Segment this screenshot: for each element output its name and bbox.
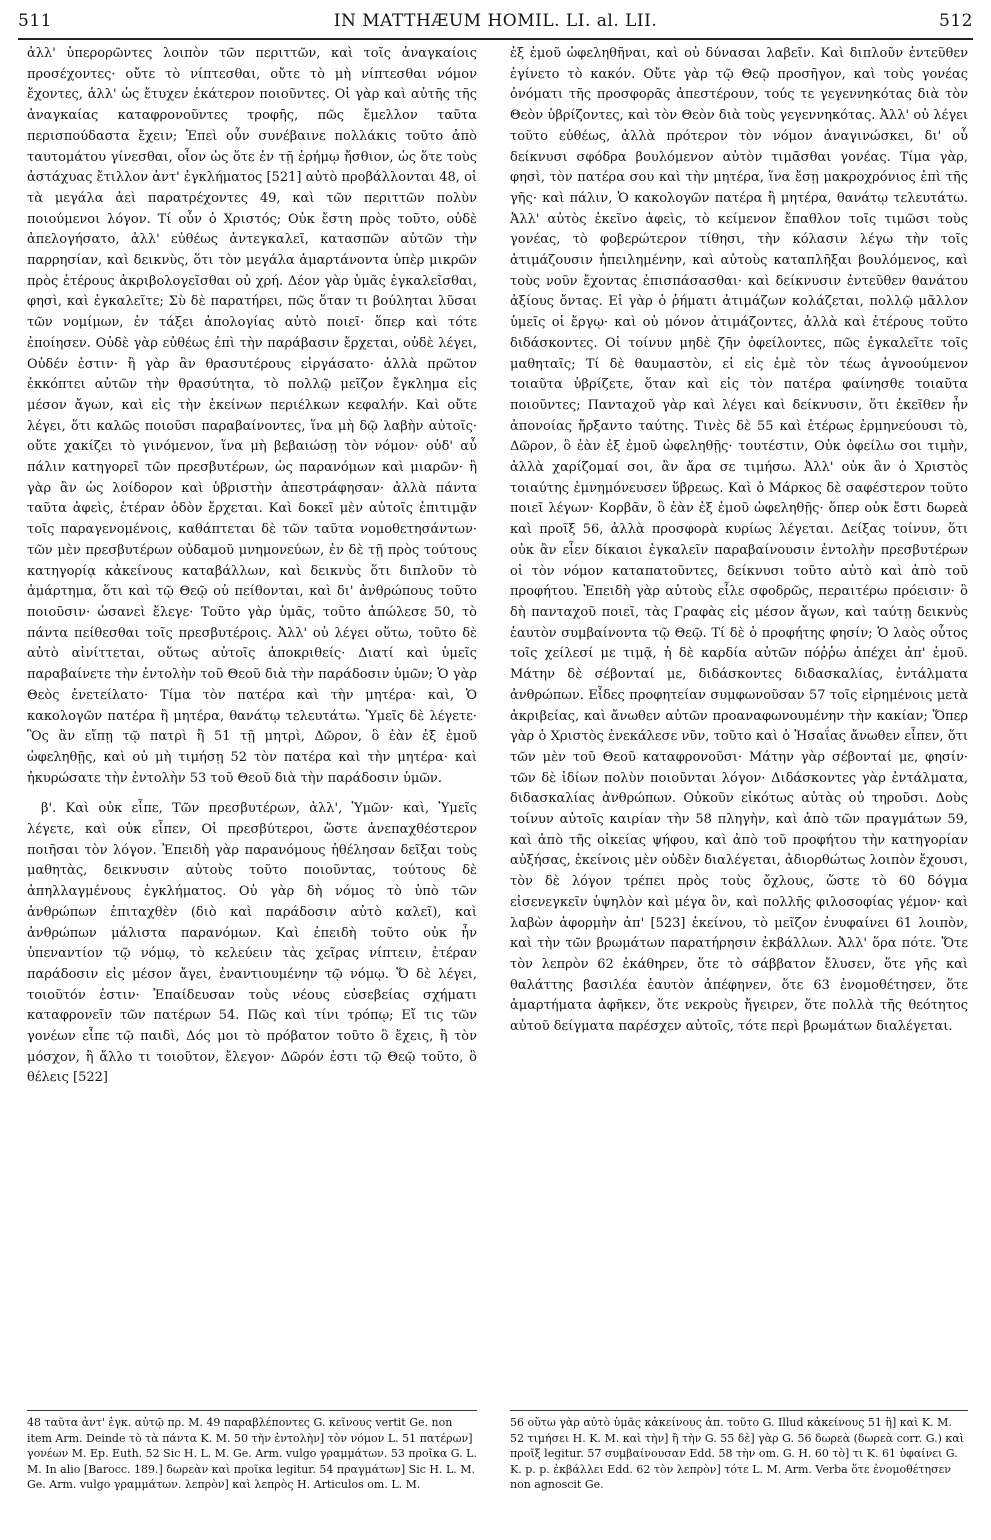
running-header [18,6,973,36]
left-paragraph-2: β'. Καὶ οὐκ εἶπε, Τῶν πρεσβυτέρων, ἀλλ', Ὑμῶν· καὶ, Ὑμεῖς λέγετε, καὶ οὐκ εἶπεν, Οἱ πρεσβύτεροι, ὥστε ἀνεπαχθέστερον ποιῆσαι τὸν λόγον. Ἐπειδὴ γὰρ παρανόμους ἠθέλησαν δεῖξαι τοὺς μαθητὰς, δεικνυσιν αὐτοὺς τοῦτο ποιοῦντας, τούτους δὲ ἀπηλλαγμένους ἐγκλήματος. Οὐ γὰρ δὴ νόμος τὸ ὑπὸ τῶν ἀνθρώπων ἐπιταχθὲν (διὸ καὶ παράδοσιν αὐτὸ καλεῖ), καὶ ἀνθρώπων μάλιστα παρανόμων. Καὶ ἐπειδὴ τοῦτο οὐκ ἦν ὑπεναντίον τῷ νόμῳ, τὸ κελεύειν τὰς χεῖρας νίπτειν, ἑτέραν παράδοσιν εἰς μέσον ἄγει, ἐναντιουμένην τῷ νόμῳ. Ὅ δὲ λέγει, τοιοῦτόν ἐστιν· Ἐπαίδευσαν τοὺς νέους εὐσεβείας σχήματι καταφρονεῖν τῶν πατέρων 54. Πῶς καὶ τίνι τρόπῳ; Εἴ τις τῶν γονέων εἶπε τῷ παιδὶ, Δός μοι τὸ πρόβατον τοῦτο ὃ ἔχεις, ἢ τὸν μόσχον, ἢ ἄλλο τι τοιοῦτον, ἔλεγον· Δῶρόν ἐστι τῷ Θεῷ τοῦτο, ὃ θέλεις [522] [27,801,477,1086]
left-paragraph-1: ἀλλ' ὑπερορῶντες λοιπὸν τῶν περιττῶν, καὶ τοῖς ἀναγκαίοις προσέχοντες· οὔτε τὸ νίπτεσθαι, οὔτε τὸ μὴ νίπτεσθαι νόμον ἔχοντες, ἀλλ' ὡς ἔτυχεν ἑκάτερον ποιοῦντες. Οἱ γὰρ καὶ αὐτῆς τῆς ἀναγκαίας καταφρονοῦντες τροφῆς, πῶς ἔμελλον ταῦτα περισπούδαστα ἔχειν; Ἐπεὶ οὖν συνέβαινε πολλάκις τοῦτο ἀπὸ ταυτομάτου γίνεσθαι, οἷον ὡς ὅτε ἐν τῇ ἐρήμῳ ἤσθιον, ὡς ὅτε τοὺς ἀστάχυας ἔτιλλον ἀντ' ἐγκλήματος [521] αὐτὸ προβάλλονται 48, οἱ τὰ μεγάλα ἀεὶ παρατρέχοντες 49, καὶ τῶν περιττῶν πολὺν ποιούμενοι λόγον. Τί οὖν ὁ Χριστός; Οὐκ ἔστη πρὸς τοῦτο, οὐδὲ ἀπελογήσατο, ἀλλ' εὐθέως ἀντεγκαλεῖ, κατασπῶν αὐτῶν τὴν παρρησίαν, καὶ δεικνὺς, ὅτι τὸν μεγάλα ἁμαρτάνοντα ὑπὲρ μικρῶν πρὸς ἑτέρους ἀκριβολογεῖσθαι οὐ χρή. Δέον γὰρ ὑμᾶς ἐγκαλεῖσθαι, φησὶ, καὶ ἐγκαλεῖτε; Σὺ δὲ παρατήρει, πῶς ὅταν τι βούληται λῦσαι τῶν νομίμων, ἐν τάξει ἀπολογίας αὐτὸ ποιεῖ· ὅπερ καὶ τότε ἐποίησεν. Οὐδὲ γὰρ εὐθέως ἐπὶ τὴν παράβασιν ἔρχεται, οὐδὲ λέγει, Οὐδέν ἐστιν· ἢ γὰρ ἂν θρασυτέρους εἰργάσατο· ἀλλὰ πρῶτον ἐκκόπτει αὐτῶν τὴν θρασύτητα, τὸ πολλῷ μεῖζον ἔγκλημα εἰς μέσον ἄγων, καὶ εἰς τὴν ἐκείνων περιέλκων κεφαλήν. Καὶ οὔτε λέγει, ὅτι καλῶς ποιοῦσι παραβαίνοντες, ἵνα μὴ δῷ λαβὴν αὐτοῖς· οὔτε χακίζει τὸ γινόμενον, ἵνα μὴ βεβαιώσῃ τὸν νόμον· οὐδ' αὖ πάλιν κατηγορεῖ τῶν πρεσβυτέρων, ὡς παρανόμων καὶ μιαρῶν· ἢ γὰρ ἂν ὡς λοίδορον καὶ ὑβριστὴν ἀπεστράφησαν· ἀλλὰ πάντα ταῦτα ἀφεὶς, ἑτέραν ὁδὸν ἔρχεται. Καὶ δοκεῖ μὲν αὐτοῖς ἐπιτιμᾷν τοῖς παραγενομένοις, καθάπτεται δὲ τῶν ταῦτα νομοθετησάντων· τῶν μὲν πρεσβυτέρων οὐδαμοῦ μνημονεύων, ἐν δὲ τῇ πρὸς τούτους κατηγορίᾳ κἀκείνους καταβάλλων, καὶ δεικνὺς ὅτι διπλοῦν τὸ ἁμάρτημα, ὅτι καὶ τῷ Θεῷ οὐ πείθονται, καὶ δι' ἀνθρώπους τοῦτο ποιοῦσιν· ὡσανεὶ ἔλεγε· Τοῦτο γὰρ ὑμᾶς, τοῦτο ἀπώλεσε 50, τὸ πάντα πείθεσθαι τοῖς πρεσβυτέροις. Ἀλλ' οὐ λέγει οὕτω, τοῦτο δὲ αὐτὸ αἰνίττεται, οὕτως αὐτοῖς ἀποκριθείς· Διατί καὶ ὑμεῖς παραβαίνετε τὴν ἐντολὴν τοῦ Θεοῦ διὰ τὴν παράδοσιν ὑμῶν; Ὁ γὰρ Θεὸς ἐνετείλατο· Τίμα τὸν πατέρα καὶ τὴν μητέρα· καὶ, Ὁ κακολογῶν πατέρα ἢ μητέρα, θανάτῳ τελευτάτω. Ὑμεῖς δὲ λέγετε· Ὃς ἂν εἴπῃ τῷ πατρὶ ἢ 51 τῇ μητρὶ, Δῶρον, ὃ ἐὰν ἐξ ἐμοῦ ὠφεληθῇς, καὶ οὐ μὴ τιμήσῃ 52 τὸν πατέρα καὶ τὴν μητέρα· καὶ ἠκυρώσατε τὴν ἐντολὴν 53 τοῦ Θεοῦ διὰ τὴν παράδοσιν ὑμῶν. [27,46,477,786]
left-column [27,44,477,1089]
footnotes-left: 48 ταῦτα ἀντ' ἐγκ. αὐτῷ πρ. M. 49 παραβλέποντες G. κεῖνους vertit Ge. non item Arm. Deinde τὸ τὰ πάντα K. M. 50 τὴν ἐντολὴν] τὸν νόμον L. 51 πατέρων] γονέων M. Ep. Euth. 52 Sic H. L. M. Ge. Arm. vulgo γραμμάτων. 53 προῖκα G. L. M. In alio [Barocc. 189.] δωρεὰν καὶ προῖκα legitur. 54 πραγμάτων] Sic H. L. M. Ge. Arm. vulgo γραμμάτων. λεπρὸν] καὶ λεπρὸς H. Articulos om. L. M. [27,1416,477,1491]
footnote-rule-left [27,1410,477,1411]
running-title: IN MATTHÆUM HOMIL. LI. al. LII. [333,11,658,31]
right-paragraph-1: ἐξ ἐμοῦ ὠφεληθῆναι, καὶ οὐ δύνασαι λαβεῖν. Καὶ διπλοῦν ἐντεῦθεν ἐγίνετο τὸ κακόν. Οὔτε γὰρ τῷ Θεῷ προσῆγον, καὶ τοὺς γονέας ὀνόματι τῆς προσφορᾶς ἀπεστέρουν, τούς τε γεγεννηκότας διὰ τὸν Θεὸν ὑβρίζοντες, καὶ τὸν Θεὸν διὰ τοὺς γεγεννηκότας. Ἀλλ' οὐ λέγει τοῦτο εὐθέως, ἀλλὰ πρότερον τὸν νόμον ἀναγινώσκει, δι' οὗ δείκνυσι σφόδρα βουλόμενον αὐτὸν τιμᾶσθαι γονέας. Τίμα γὰρ, φησὶ, τὸν πατέρα σου καὶ τὴν μητέρα, ἵνα ἔσῃ μακροχρόνιος ἐπὶ τῆς γῆς· καὶ πάλιν, Ὁ κακολογῶν πατέρα ἢ μητέρα, θανάτῳ τελευτάτω. Ἀλλ' αὐτὸς ἐκεῖνο ἀφεὶς, τὸ κείμενον ἔπαθλον τοῖς τιμῶσι τοὺς γονέας, τὸ φοβερώτερον τίθησι, τὴν κόλασιν λέγω τὴν τοῖς ἀτιμάζουσιν ἠπειλημένην, καὶ αὐτοὺς καταπλῆξαι βουλόμενος, καὶ τοὺς νοῦν ἔχοντας ἐπισπάσασθαι· καὶ δείκνυσιν ἐντεῦθεν θανάτου ἀξίους ὄντας. Εἰ γὰρ ὁ ῥήματι ἀτιμάζων κολάζεται, πολλῷ μᾶλλον ὑμεῖς οἱ ἔργῳ· καὶ οὐ μόνον ἀτιμάζοντες, ἀλλὰ καὶ ἑτέρους τοῦτο διδάσκοντες. Οἱ τοίνυν μηδὲ ζῆν ὀφείλοντες, πῶς ἐγκαλεῖτε τοῖς μαθηταῖς; Τί δὲ θαυμαστὸν, εἰ εἰς ἐμὲ τὸν τέως ἀγνοούμενον τοιαῦτα ὑβρίζετε, ὅταν καὶ εἰς τὸν πατέρα φαίνησθε τοιαῦτα ποιοῦντες; Πανταχοῦ γὰρ καὶ λέγει καὶ δείκνυσιν, ὅτι ἐκεῖθεν ἦν ἀπονοίας ἤρξαντο ταύτης. Τινὲς δὲ 55 καὶ ἑτέρως ἑρμηνεύουσι τὸ, Δῶρον, ὃ ἐὰν ἐξ ἐμοῦ ὠφεληθῇς· τουτέστιν, Οὐκ ὀφείλω σοι τιμὴν, ἀλλὰ χαρίζομαί σοι, ἂν ἄρα σε τιμήσω. Ἀλλ' οὐκ ἂν ὁ Χριστὸς τοιαύτης ἐμνημόνευσεν ὕβρεως. Καὶ ὁ Μάρκος δὲ σαφέστερον τοῦτο ποιεῖ λέγων· Κορβᾶν, ὃ ἐὰν ἐξ ἐμοῦ ὠφεληθῇς· ὅπερ οὐκ ἔστι δωρεὰ καὶ προῖξ 56, ἀλλὰ προσφορὰ κυρίως λέγεται. Δείξας τοίνυν, ὅτι οὐκ ἂν εἶεν δίκαιοι ἐγκαλεῖν παραβαίνουσιν ἐντολὴν πρεσβυτέρων οἱ τὸν νόμον καταπατοῦντες, δείκνυσι τοῦτο αὐτὸ καὶ ἀπὸ τοῦ προφήτου. Ἐπειδὴ γὰρ αὐτοὺς εἷλε σφοδρῶς, περαιτέρω πρόεισιν· ὃ δὴ πανταχοῦ ποιεῖ, τὰς Γραφὰς εἰς μέσον ἄγων, καὶ ταύτῃ δεικνὺς ἑαυτὸν συμβαίνοντα τῷ Θεῷ. Τί δὲ ὁ προφήτης φησίν; Ὁ λαὸς οὗτος τοῖς χείλεσί με τιμᾷ, ἡ δὲ καρδία αὐτῶν πόῤῥω ἀπέχει ἀπ' ἐμοῦ. Μάτην δὲ σέβονταί με, διδάσκοντες διδασκαλίας, ἐντάλματα ἀνθρώπων. Εἶδες προφητείαν συμφωνοῦσαν 57 τοῖς εἰρημένοις μετὰ ἀκριβείας, καὶ ἄνωθεν αὐτῶν προαναφωνουμένην τὴν κακίαν; Ὅπερ γὰρ ὁ Χριστὸς ἐνεκάλεσε νῦν, τοῦτο καὶ ὁ Ἡσαΐας ἄνωθεν εἶπεν, ὅτι τῶν μὲν τοῦ Θεοῦ καταφρονοῦσι· Μάτην γὰρ σέβονταί με, φησίν· τῶν δὲ ἰδίων πολὺν ποιοῦνται λόγον· Διδάσκοντες γὰρ ἐντάλματα, διδασκαλίας ἀνθρώπων. Οὐκοῦν εἰκότως αὐτὰς οὐ τηροῦσι. Δοὺς τοίνυν αὐτοῖς καιρίαν τὴν 58 πληγὴν, καὶ ἀπὸ τῶν πραγμάτων 59, καὶ ἀπὸ τῆς οἰκείας ψήφου, καὶ ἀπὸ τοῦ προφήτου τὴν κατηγορίαν αὐξήσας, ἐκείνοις μὲν οὐδὲν διαλέγεται, ἀδιορθώτως λοιπὸν ἔχουσι, τὸν δὲ λόγον τρέπει πρὸς τοὺς ὄχλους, ὥστε τὸ 60 δόγμα εἰσενεγκεῖν ὑψηλὸν καὶ μέγα ὂν, καὶ πολλῆς φιλοσοφίας γέμον· καὶ λαβὼν ἀφορμὴν ἀπ' [523] ἐκείνου, τὸ μεῖζον ἐνυφαίνει 61 λοιπὸν, καὶ τὴν τῶν βρωμάτων παρατήρησιν ἐκβάλλων. Ἀλλ' ὅρα πότε. Ὅτε τὸν λεπρὸν 62 ἐκάθηρεν, ὅτε τὸ σάββατον ἔλυσεν, ὅτε γῆς καὶ θαλάττης βασιλέα ἑαυτὸν ἀπέφηνεν, ὅτε 63 ἐνομοθέτησεν, ὅτε ἁμαρτήματα ἀφῆκεν, ὅτε νεκροὺς ἤγειρεν, ὅτε πολλὰ τῆς θεότητος αὐτοῦ δείγματα παρέσχεν αὐτοῖς, τότε περὶ βρωμάτων διαλέγεται. [510,46,968,1035]
right-column [510,44,968,1038]
page-number-left: 511 [18,11,52,31]
footnotes-right: 56 οὕτω γὰρ αὐτὸ ὑμᾶς κἀκείνους ἀπ. τοῦτο G. Illud κἀκείνους 51 ἢ] καὶ K. M. 52 τιμήσει H. K. M. καὶ τὴν] ἢ τὴν G. 55 δὲ] γὰρ G. 56 δωρεὰ (δωρεὰ corr. G.) καὶ προῖξ legitur. 57 συμβαίνουσαν Edd. 58 τὴν om. G. H. 60 τὸ] τι K. 61 ὑφαίνει G. K. p. p. ἐκβάλλει Edd. 62 τὸν λεπρὸν] τότε L. M. Arm. Verba ὅτε ἐνομοθέτησεν non agnoscit Ge. [510,1416,964,1491]
page-number-right: 512 [939,11,973,31]
footnote-rule-right [510,1410,968,1411]
header-rule [18,38,973,40]
